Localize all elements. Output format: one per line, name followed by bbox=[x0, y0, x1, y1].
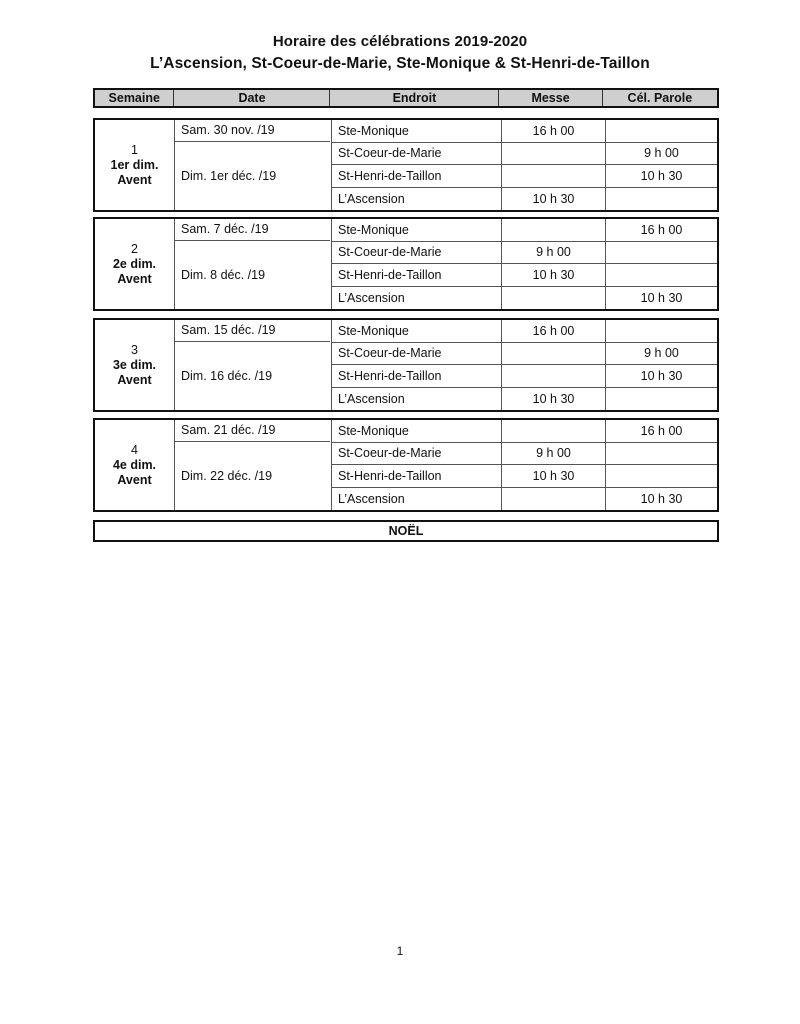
endroit-cell: L’Ascension bbox=[332, 188, 502, 211]
table-row bbox=[332, 287, 717, 310]
table-header bbox=[93, 88, 719, 108]
parole-cell: 10 h 30 bbox=[640, 368, 683, 383]
table-row bbox=[332, 264, 717, 287]
messe-cell: 10 h 30 bbox=[502, 388, 606, 411]
parole-cell: 10 h 30 bbox=[640, 290, 683, 305]
messe-cell bbox=[502, 143, 606, 165]
week-season-label: Avent bbox=[117, 172, 152, 187]
week-number: 3 bbox=[131, 342, 138, 357]
week-sunday-label: 2e dim. bbox=[112, 256, 157, 271]
week-label bbox=[95, 219, 175, 309]
messe-cell bbox=[502, 287, 606, 310]
messe-cell bbox=[502, 343, 606, 365]
messe-cell: 10 h 30 bbox=[502, 465, 606, 487]
table-row bbox=[332, 465, 717, 488]
header-endroit: Endroit bbox=[330, 90, 499, 106]
endroit-cell: St-Coeur-de-Marie bbox=[332, 242, 502, 264]
endroit-cell: St-Henri-de-Taillon bbox=[332, 465, 502, 487]
table-row bbox=[332, 219, 717, 242]
parole-cell bbox=[606, 264, 717, 286]
endroit-cell: Ste-Monique bbox=[332, 320, 502, 342]
table-row bbox=[332, 488, 717, 511]
table-row bbox=[332, 388, 717, 411]
parole-cell bbox=[606, 188, 717, 211]
schedule-rows bbox=[332, 219, 717, 309]
sunday-date: Dim. 22 déc. /19 bbox=[181, 469, 273, 483]
noel-row: NOËL bbox=[93, 520, 719, 542]
table-row bbox=[332, 320, 717, 343]
date-column bbox=[175, 219, 332, 309]
header-messe: Messe bbox=[499, 90, 602, 106]
endroit-cell: St-Henri-de-Taillon bbox=[332, 264, 502, 286]
date-column bbox=[175, 120, 332, 210]
endroit-cell: St-Henri-de-Taillon bbox=[332, 165, 502, 187]
parole-cell bbox=[606, 465, 717, 487]
week-number: 2 bbox=[131, 241, 138, 256]
endroit-cell: St-Coeur-de-Marie bbox=[332, 443, 502, 465]
saturday-date: Sam. 7 déc. /19 bbox=[175, 219, 330, 241]
document-subtitle: L’Ascension, St-Coeur-de-Marie, Ste-Monique & St-Henri-de-Taillon bbox=[150, 55, 650, 72]
saturday-date: Sam. 30 nov. /19 bbox=[175, 120, 330, 142]
saturday-date: Sam. 21 déc. /19 bbox=[175, 420, 330, 442]
week-sunday-label: 4e dim. bbox=[112, 457, 157, 472]
week-season-label: Avent bbox=[117, 372, 152, 387]
week-sunday-label: 1er dim. bbox=[110, 157, 159, 172]
date-column bbox=[175, 320, 332, 410]
endroit-cell: Ste-Monique bbox=[332, 120, 502, 142]
week-label bbox=[95, 120, 175, 210]
schedule-rows bbox=[332, 320, 717, 410]
endroit-cell: St-Coeur-de-Marie bbox=[332, 143, 502, 165]
saturday-date: Sam. 15 déc. /19 bbox=[175, 320, 330, 342]
week-block-4 bbox=[93, 418, 719, 512]
week-label bbox=[95, 320, 175, 410]
endroit-cell: L’Ascension bbox=[332, 488, 502, 511]
parole-cell: 16 h 00 bbox=[640, 423, 683, 438]
week-number: 1 bbox=[131, 142, 138, 157]
table-row bbox=[332, 188, 717, 211]
messe-cell: 16 h 00 bbox=[502, 320, 606, 342]
header-date: Date bbox=[174, 90, 330, 106]
header-parole: Cél. Parole bbox=[627, 91, 693, 105]
parole-cell bbox=[606, 388, 717, 411]
table-row bbox=[332, 165, 717, 188]
sunday-date: Dim. 8 déc. /19 bbox=[181, 268, 266, 282]
endroit-cell: Ste-Monique bbox=[332, 420, 502, 442]
week-sunday-label: 3e dim. bbox=[112, 357, 157, 372]
week-label bbox=[95, 420, 175, 510]
endroit-cell: L’Ascension bbox=[332, 287, 502, 310]
messe-cell: 10 h 30 bbox=[502, 188, 606, 211]
week-block-2 bbox=[93, 217, 719, 311]
parole-cell bbox=[606, 242, 717, 264]
messe-cell: 10 h 30 bbox=[502, 264, 606, 286]
parole-cell: 9 h 00 bbox=[644, 346, 679, 361]
page-number: 1 bbox=[396, 944, 404, 958]
week-block-1 bbox=[93, 118, 719, 212]
schedule-rows bbox=[332, 120, 717, 210]
table-row bbox=[332, 343, 717, 366]
sunday-date: Dim. 16 déc. /19 bbox=[181, 369, 273, 383]
messe-cell bbox=[502, 165, 606, 187]
table-row bbox=[332, 242, 717, 265]
table-row bbox=[332, 420, 717, 443]
week-season-label: Avent bbox=[117, 271, 152, 286]
messe-cell bbox=[502, 365, 606, 387]
table-row bbox=[332, 143, 717, 166]
table-row bbox=[332, 365, 717, 388]
table-row bbox=[332, 120, 717, 143]
endroit-cell: St-Coeur-de-Marie bbox=[332, 343, 502, 365]
parole-cell bbox=[606, 443, 717, 465]
parole-cell bbox=[606, 320, 717, 342]
document-title: Horaire des célébrations 2019-2020 bbox=[272, 33, 528, 50]
week-block-3 bbox=[93, 318, 719, 412]
messe-cell bbox=[502, 420, 606, 442]
endroit-cell: L’Ascension bbox=[332, 388, 502, 411]
parole-cell: 10 h 30 bbox=[640, 491, 683, 506]
date-column bbox=[175, 420, 332, 510]
week-number: 4 bbox=[131, 442, 138, 457]
table-row bbox=[332, 443, 717, 466]
sunday-date: Dim. 1er déc. /19 bbox=[181, 169, 277, 183]
messe-cell bbox=[502, 488, 606, 511]
parole-cell: 16 h 00 bbox=[640, 222, 683, 237]
parole-cell: 9 h 00 bbox=[644, 146, 679, 161]
endroit-cell: St-Henri-de-Taillon bbox=[332, 365, 502, 387]
messe-cell bbox=[502, 219, 606, 241]
messe-cell: 9 h 00 bbox=[502, 242, 606, 264]
week-season-label: Avent bbox=[117, 472, 152, 487]
endroit-cell: Ste-Monique bbox=[332, 219, 502, 241]
parole-cell: 10 h 30 bbox=[640, 168, 683, 183]
messe-cell: 16 h 00 bbox=[502, 120, 606, 142]
messe-cell: 9 h 00 bbox=[502, 443, 606, 465]
parole-cell bbox=[606, 120, 717, 142]
header-semaine: Semaine bbox=[95, 90, 174, 106]
schedule-rows bbox=[332, 420, 717, 510]
